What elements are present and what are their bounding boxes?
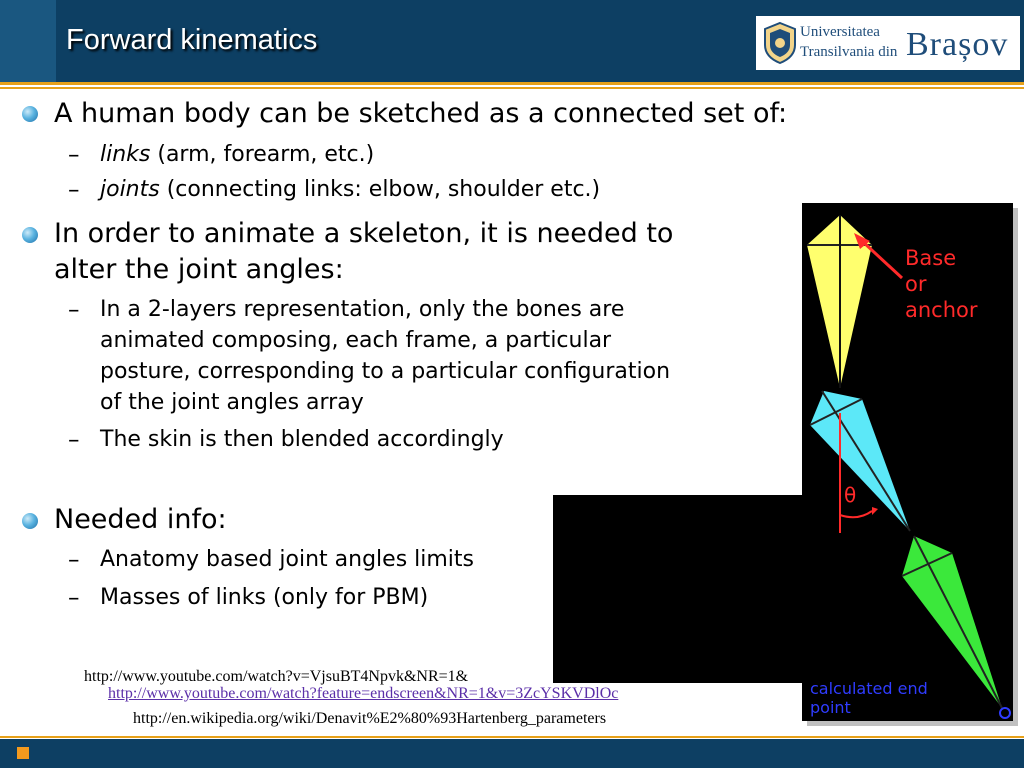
sub-bullet-dash: – xyxy=(68,297,80,323)
bullet-dot-icon xyxy=(22,513,38,529)
link-2-shape xyxy=(810,391,910,531)
slide-title: Forward kinematics xyxy=(66,24,318,56)
footer-square-icon xyxy=(17,747,29,759)
slide-header xyxy=(0,0,1024,82)
sub-bullet-2b: The skin is then blended accordingly xyxy=(100,427,504,452)
sub-bullet-dash: – xyxy=(68,142,80,168)
reference-link-2[interactable]: http://www.youtube.com/watch?feature=endscreen&NR=1&v=3ZcYSKVDlOc xyxy=(108,685,619,702)
sub-bullet-dash: – xyxy=(68,547,80,573)
term-joints: joints xyxy=(100,177,160,202)
header-divider xyxy=(0,82,1024,85)
header-accent-block xyxy=(0,0,56,82)
sub-bullet-dash: – xyxy=(68,177,80,203)
bullet-2-line2: alter the joint angles: xyxy=(54,254,344,285)
sub-bullet-3b: Masses of links (only for PBM) xyxy=(100,585,429,610)
sub-bullet-links xyxy=(100,139,374,170)
sub-bullet-2a-line2: animated composing, each frame, a particular xyxy=(100,328,612,353)
video-placeholder[interactable] xyxy=(553,495,803,683)
reference-link-1[interactable]: http://www.youtube.com/watch?v=VjsuBT4Npvk&NR=1& xyxy=(84,668,469,685)
footer-divider xyxy=(0,736,1024,738)
sub-bullet-dash: – xyxy=(68,585,80,611)
logo-text-city: Brașov xyxy=(906,26,1009,63)
kinematic-chain-figure xyxy=(802,203,1013,721)
sub-bullet-joints xyxy=(100,174,600,205)
logo-text-line1: Universitatea xyxy=(800,24,880,40)
bullet-2-line1: In order to animate a skeleton, it is needed to xyxy=(54,218,674,249)
term-links-desc: (arm, forearm, etc.) xyxy=(150,142,375,167)
reference-link-3[interactable]: http://en.wikipedia.org/wiki/Denavit%E2%80%93Hartenberg_parameters xyxy=(133,710,607,727)
university-seal-icon xyxy=(762,21,798,65)
end-point-marker xyxy=(1000,708,1010,718)
term-links: links xyxy=(100,142,151,167)
university-logo xyxy=(756,16,1020,70)
bullet-dot-icon xyxy=(22,106,38,122)
sub-bullet-2a-line3: posture, corresponding to a particular configuration xyxy=(100,359,671,384)
slide-footer xyxy=(0,739,1024,768)
sub-bullet-2a-line1: In a 2-layers representation, only the bones are xyxy=(100,297,625,322)
bullet-3-text: Needed info: xyxy=(54,504,227,535)
bullet-1-text: A human body can be sketched as a connected set of: xyxy=(54,98,788,129)
bullet-dot-icon xyxy=(22,227,38,243)
sub-bullet-2a-line4: of the joint angles array xyxy=(100,390,364,415)
sub-bullet-3a: Anatomy based joint angles limits xyxy=(100,547,474,572)
end-point-label: calculated end point xyxy=(810,679,928,717)
header-divider-thin xyxy=(0,87,1024,89)
logo-text-line2: Transilvania din xyxy=(800,44,898,60)
sub-bullet-dash: – xyxy=(68,427,80,453)
term-joints-desc: (connecting links: elbow, shoulder etc.) xyxy=(159,177,601,202)
base-anchor-label: Base or anchor xyxy=(905,246,978,322)
theta-label: θ xyxy=(844,483,857,507)
